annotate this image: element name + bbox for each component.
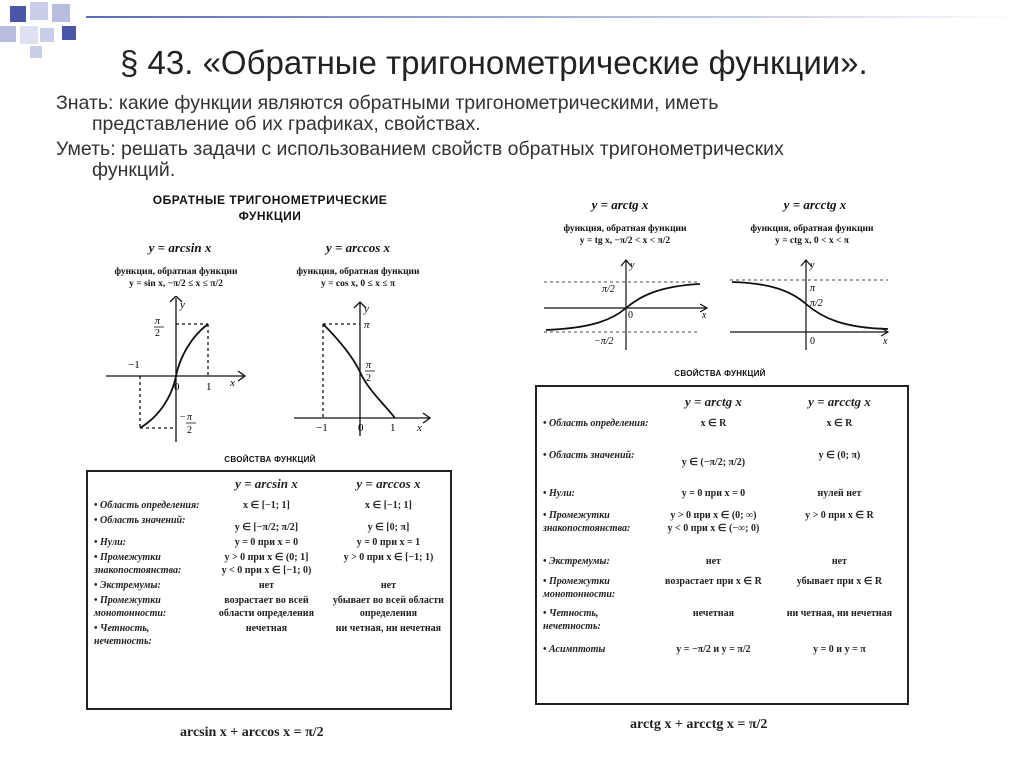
row-value-b: x ∈ [−1; 1] [364, 500, 412, 511]
arcctg-graph [728, 258, 896, 352]
row-value-a: нет [258, 580, 274, 591]
row-value-a: нет [705, 556, 721, 567]
arctg-pi2-label: π/2 [602, 284, 615, 295]
table-row: • Четность, нечетность: нечетная ни четная, ни нечетная [541, 606, 905, 642]
row-value-b: y > 0 при x ∈ R [805, 510, 874, 521]
arcctg-zero-label: 0 [810, 336, 815, 347]
row-value-b: y = 0 при x = 1 [356, 537, 421, 548]
row-value-a: x ∈ [−1; 1] [242, 500, 290, 511]
table-row: • Промежутки монотонности: возрастает при x ∈ R убывает при x ∈ R [541, 574, 905, 606]
row-label: Экстремумы: [100, 580, 161, 591]
arctg-sub-2: y = tg x, −π/2 < x < π/2 [579, 236, 671, 246]
arcctg-pi-label: π [810, 283, 816, 294]
row-label: Область определения: [549, 418, 649, 429]
right-table-h2: y = arcctg x [808, 394, 871, 409]
table-row: • Область определения: x ∈ R x ∈ R [541, 416, 905, 448]
table-row: • Промежутки монотонности: возрастает во всей области определения убывает во всей области определения [92, 593, 448, 621]
row-label: Нули: [100, 537, 126, 548]
arctg-zero-label: 0 [628, 310, 633, 321]
row-label: Четность, нечетность: [543, 608, 601, 632]
arccos-description [268, 266, 448, 290]
right-props-table [541, 392, 905, 657]
arcctg-sub-1: функция, обратная функции [750, 224, 874, 234]
arccos-x-label: x [417, 422, 422, 434]
row-label: Область определения: [100, 500, 200, 511]
arcsin-mtwo-label: 2 [187, 425, 192, 436]
table-row: • Промежутки знакопостоянства: y > 0 при x ∈ (0; ∞) y < 0 при x ∈ (−∞; 0) y > 0 при x ∈ R [541, 508, 905, 554]
arccos-pi2-label: π [366, 360, 372, 371]
arccos-curve [323, 324, 395, 418]
right-props-title: СВОЙСТВА ФУНКЦИЙ [674, 369, 766, 378]
arcsin-sub-2: y = sin x, −π/2 ≤ x ≤ π/2 [129, 279, 223, 289]
can-line-1: Уметь: решать задачи с использованием свойств обратных тригонометрических [56, 138, 784, 160]
left-heading [120, 193, 420, 223]
know-line-1: Знать: какие функции являются обратными тригонометрическими, иметь [56, 92, 719, 114]
left-table-header [92, 474, 448, 498]
arctg-x-label: x [702, 310, 707, 321]
row-value-b: нет [831, 556, 847, 567]
arcsin-description [82, 266, 270, 290]
arcsin-two-label: 2 [155, 328, 160, 339]
row-value-b: x ∈ R [826, 418, 853, 429]
arcsin-name: y = arcsin x [148, 240, 212, 255]
left-props-title: СВОЙСТВА ФУНКЦИЙ [224, 455, 316, 464]
row-value-a: нечетная [692, 608, 734, 619]
corner-decoration [0, 0, 90, 60]
row-label: Экстремумы: [549, 556, 610, 567]
row-label: Нули: [549, 488, 575, 499]
row-value-a: y = 0 при x = 0 [234, 537, 299, 548]
left-table-h1: y = arcsin x [235, 476, 298, 491]
table-row: • Асимптоты y = −π/2 и y = π/2 y = 0 и y = π [541, 642, 905, 657]
table-row: • Промежутки знакопостоянства: y > 0 при x ∈ (0; 1] y < 0 при x ∈ [−1; 0) y > 0 при x ∈ [−1; 1) [92, 550, 448, 578]
table-row: • Нули: y = 0 при x = 0 y = 0 при x = 1 [92, 535, 448, 550]
arccos-graph [290, 300, 440, 440]
row-label: Асимптоты [549, 644, 606, 655]
row-value-b: y ∈ (0; π) [818, 450, 861, 461]
know-text [56, 93, 718, 135]
arcctg-name: y = arcctg x [783, 197, 847, 212]
arctg-mpi2-label: −π/2 [594, 336, 614, 347]
row-label: Промежутки знакопостоянства: [543, 510, 631, 534]
row-value-b: нет [380, 580, 396, 591]
arccos-name: y = arccos x [325, 240, 391, 255]
row-value-a: y > 0 при x ∈ (0; 1] y < 0 при x ∈ [−1; 0) [221, 552, 312, 576]
arccos-one-label: 1 [390, 422, 396, 434]
arccos-sub-2: y = cos x, 0 ≤ x ≤ π [320, 279, 396, 289]
right-table-header [541, 392, 905, 416]
arccos-neg1-label: −1 [316, 422, 328, 434]
row-value-a: нечетная [245, 623, 287, 634]
arcctg-pi2-label: π/2 [810, 298, 823, 309]
right-formula: arctg x + arcctg x = π/2 [630, 717, 768, 732]
arcsin-minus-label: − [180, 412, 186, 423]
arccos-pi-label: π [364, 319, 370, 331]
arccos-y-label: y [364, 303, 369, 315]
row-value-b: убывает во всей области определения [332, 595, 444, 619]
table-row: • Область значений: y ∈ [−π/2; π/2] y ∈ [0; π] [92, 513, 448, 535]
left-props-table [92, 474, 448, 649]
table-row: • Экстремумы: нет нет [541, 554, 905, 574]
row-value-a: возрастает при x ∈ R [665, 576, 762, 587]
arctg-description [540, 223, 710, 247]
title-rule [86, 16, 1022, 18]
arcsin-y-label: y [180, 299, 185, 311]
arctg-name: y = arctg x [591, 197, 649, 212]
arcsin-x-label: x [230, 377, 235, 389]
arcctg-x-label: x [883, 336, 888, 347]
left-heading-line-2: ФУНКЦИИ [238, 209, 302, 223]
row-value-a: x ∈ R [700, 418, 727, 429]
arcctg-y-label: y [810, 260, 815, 271]
row-value-b: y ∈ [0; π] [367, 522, 410, 533]
arcsin-sub-1: функция, обратная функции [114, 267, 238, 277]
arcsin-mpi-label: π [187, 412, 193, 423]
arcsin-zero-label: 0 [174, 381, 180, 393]
arctg-graph [542, 258, 712, 352]
left-formula: arcsin x + arccos x = π/2 [180, 725, 324, 740]
arccos-zero-label: 0 [358, 422, 364, 434]
arcsin-graph [100, 296, 250, 446]
table-row: • Нули: y = 0 при x = 0 нулей нет [541, 486, 905, 508]
row-label: Промежутки монотонности: [543, 576, 616, 600]
row-value-b: нулей нет [817, 488, 862, 499]
table-row: • Область определения: x ∈ [−1; 1] x ∈ [−1; 1] [92, 498, 448, 513]
arcctg-description [726, 223, 898, 247]
arctg-y-label: y [630, 260, 635, 271]
arctg-sub-1: функция, обратная функции [563, 224, 687, 234]
left-table-h2: y = arccos x [356, 476, 421, 491]
row-value-b: y = 0 и y = π [813, 644, 866, 655]
can-line-2: функций. [92, 159, 176, 181]
arcsin-one-label: 1 [206, 381, 212, 393]
know-line-2: представление об их графиках, свойствах. [92, 113, 481, 135]
table-row: • Четность, нечетность: нечетная ни четная, ни нечетная [92, 621, 448, 649]
row-value-b: ни четная, ни нечетная [786, 608, 893, 619]
row-value-a: y = −π/2 и y = π/2 [676, 644, 751, 655]
row-label: Четность, нечетность: [94, 623, 152, 647]
row-value-a: возрастает во всей области определения [218, 595, 314, 619]
row-value-a: y = 0 при x = 0 [681, 488, 746, 499]
row-label: Промежутки знакопостоянства: [94, 552, 182, 576]
right-table-h1: y = arctg x [684, 394, 742, 409]
row-value-b: убывает при x ∈ R [796, 576, 883, 587]
arcctg-sub-2: y = ctg x, 0 < x < π [775, 236, 849, 246]
slide-title: § 43. «Обратные тригонометрические функции». [120, 44, 868, 81]
arctg-curve [546, 284, 700, 330]
can-text [56, 139, 784, 181]
arccos-two-label: 2 [366, 373, 371, 384]
row-value-a: y ∈ (−π/2; π/2) [681, 457, 746, 468]
arccos-sub-1: функция, обратная функции [296, 267, 420, 277]
row-label: Область значений: [549, 450, 635, 461]
row-value-b: ни четная, ни нечетная [335, 623, 442, 634]
row-value-b: y > 0 при x ∈ [−1; 1) [343, 552, 434, 563]
table-row: • Область значений: y ∈ (−π/2; π/2) y ∈ (0; π) [541, 448, 905, 486]
arcsin-pi-label: π [155, 316, 161, 327]
row-value-a: y > 0 при x ∈ (0; ∞) y < 0 при x ∈ (−∞; 0) [667, 510, 760, 534]
row-label: Промежутки монотонности: [94, 595, 167, 619]
arcsin-neg1-label: −1 [128, 359, 140, 371]
row-label: Область значений: [100, 515, 186, 526]
row-value-a: y ∈ [−π/2; π/2] [234, 522, 299, 533]
left-heading-line-1: ОБРАТНЫЕ ТРИГОНОМЕТРИЧЕСКИЕ [152, 193, 388, 207]
table-row: • Экстремумы: нет нет [92, 578, 448, 593]
